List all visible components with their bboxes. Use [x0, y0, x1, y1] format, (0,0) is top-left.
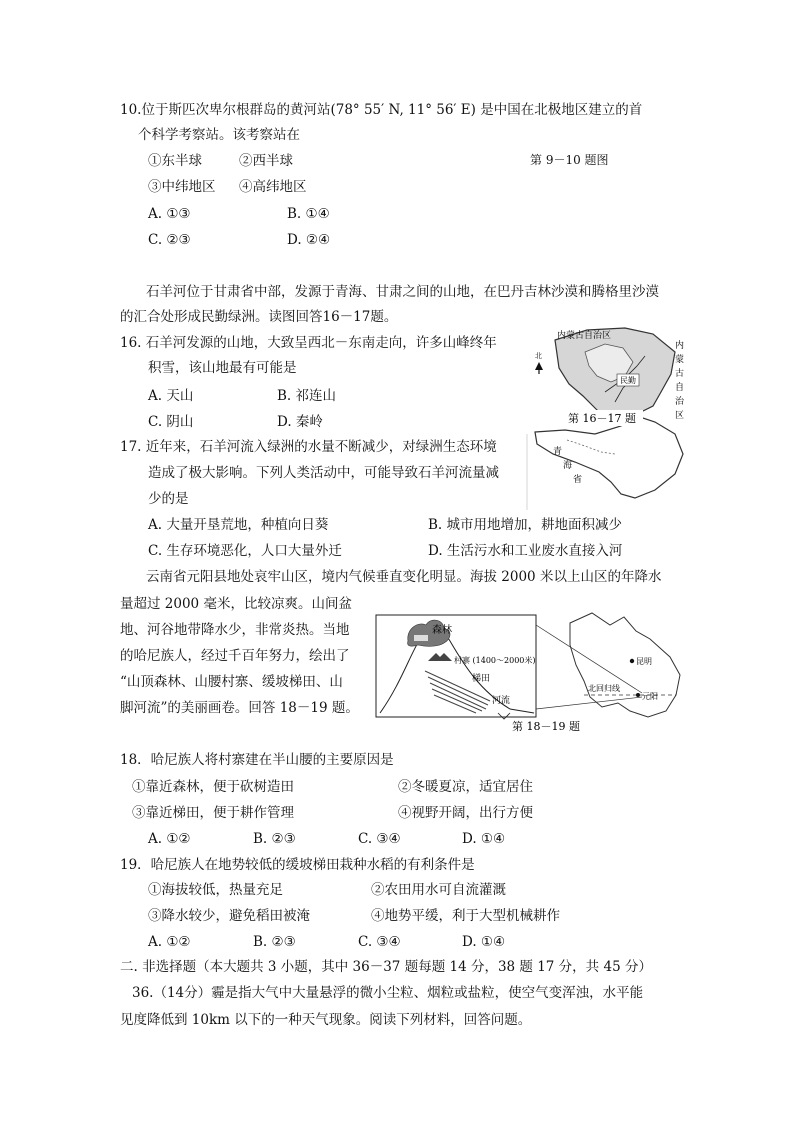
neimeng-v-1: 内	[675, 341, 685, 351]
passage1-line2: 的汇合处形成民勤绿洲。读图回答16－17题。	[120, 309, 398, 325]
passage2-line4: 的哈尼族人，经过千百年努力，绘出了	[120, 648, 350, 664]
q10-choice-b: B. ①④	[287, 206, 330, 222]
label-kunming: 昆明	[636, 657, 652, 666]
neimeng-v-4: 自	[675, 383, 685, 393]
passage2-line6: 脚河流”的美丽画卷。回答 18－19 题。	[120, 700, 359, 716]
q18-option-1: ①靠近森林，便于砍树造田	[132, 779, 294, 795]
passage1-line1: 石羊河位于甘肃省中部，发源于青海、甘肃之间的山地，在巴丹吉林沙漠和腾格里沙漠	[146, 284, 659, 300]
q16-choice-a: A. 天山	[148, 388, 194, 404]
passage2-line2: 量超过 2000 毫米，比较凉爽。山间盆	[120, 596, 352, 612]
q18-choice-c: C. ③④	[358, 831, 401, 847]
q18-choice-b: B. ②③	[253, 831, 296, 847]
q17-choice-a: A. 大量开垦荒地，种植向日葵	[148, 517, 329, 533]
q10-choice-d: D. ②④	[287, 232, 331, 248]
q19-choice-d: D. ①④	[462, 934, 506, 950]
q16-choice-c: C. 阴山	[148, 414, 194, 430]
q17-stem-line3: 少的是	[148, 491, 189, 507]
q18-option-2: ②冬暖夏凉，适宜居住	[398, 779, 533, 795]
label-village: 村寨 (1400～2000米)	[454, 656, 536, 665]
q10-stem-line1: 10.位于斯匹次卑尔根群岛的黄河站(78° 55′ N, 11° 56′ E) 是中国在北极地区建立的首	[120, 102, 643, 118]
q17-choice-c: C. 生存环境恶化，人口大量外迁	[148, 543, 342, 559]
map1-caption: 第 16－17 题	[568, 412, 636, 425]
q16-choice-b: B. 祁连山	[277, 388, 337, 404]
q16-stem-line2: 积雪，该山地最有可能是	[148, 360, 297, 376]
neimeng-v-2: 蒙	[675, 355, 685, 365]
q17-choice-b: B. 城市用地增加，耕地面积减少	[428, 517, 623, 533]
q19-option-3: ③降水较少，避免稻田被淹	[148, 908, 310, 924]
q19-option-2: ②农田用水可自流灌溉	[371, 882, 506, 898]
q18-option-3: ③靠近梯田，便于耕作管理	[132, 805, 294, 821]
q16-stem-line1: 16. 石羊河发源的山地，大致呈西北－东南走向，许多山峰终年	[120, 335, 497, 351]
label-terrace: 梯田	[472, 674, 491, 684]
q17-choice-d: D. 生活污水和工业废水直接入河	[428, 543, 623, 559]
q18-choice-d: D. ①④	[462, 831, 506, 847]
q18-stem: 18．哈尼族人将村寨建在半山腰的主要原因是	[120, 752, 394, 768]
qinghai-v-3: 省	[573, 475, 583, 485]
qinghai-v-2: 海	[563, 461, 573, 471]
q18-option-4: ④视野开阔，出行方便	[398, 805, 533, 821]
q10-choice-a: A. ①③	[148, 206, 191, 222]
yuanyang-figure	[370, 605, 688, 735]
label-river: 河流	[492, 696, 511, 706]
passage2-line5: “山顶森林、山腰村寨、缓坡梯田、山	[120, 674, 343, 690]
section2-heading: 二. 非选择题（本大题共 3 小题，其中 36－37 题每题 14 分，38 题 17 分，共 45 分）	[120, 959, 652, 975]
q17-stem-line2: 造成了极大影响。下列人类活动中，可能导致石羊河流量减	[148, 465, 499, 481]
q16-choice-d: D. 秦岭	[277, 414, 323, 430]
q19-choice-c: C. ③④	[358, 934, 401, 950]
q36-stem-line2: 见度降低到 10km 以下的一种天气现象。阅读下列材料，回答问题。	[120, 1012, 532, 1028]
passage2-line3: 地、河谷地带降水少，非常炎热。当地	[120, 622, 350, 638]
q19-choice-b: B. ②③	[253, 934, 296, 950]
q10-option-2: ②西半球	[239, 153, 293, 169]
north-label: 北	[535, 352, 542, 360]
label-yuanyang: 元阳	[642, 692, 658, 701]
q10-option-4: ④高纬地区	[239, 179, 307, 195]
q10-choice-c: C. ②③	[148, 232, 191, 248]
q10-option-3: ③中纬地区	[148, 179, 216, 195]
shiyang-river-map	[525, 322, 691, 510]
q10-stem-line2: 个科学考察站。该考察站在	[138, 127, 300, 143]
label-minqin: 民勤	[620, 376, 636, 385]
q10-option-1: ①东半球	[148, 153, 202, 169]
passage2-line1: 云南省元阳县地处哀牢山区，境内气候垂直变化明显。海拔 2000 米以上山区的年降水	[146, 569, 662, 585]
label-neimeng: 内蒙古自治区	[557, 331, 612, 341]
neimeng-v-3: 古	[675, 369, 685, 379]
q36-stem-line1: 36.（14分）霾是指大气中大量悬浮的微小尘粒、烟粒或盐粒，使空气变浑浊，水平能	[132, 985, 644, 1001]
neimeng-v-6: 区	[675, 411, 685, 421]
q18-choice-a: A. ①②	[148, 831, 191, 847]
map2-caption: 第 18－19 题	[512, 720, 580, 733]
neimeng-v-5: 治	[675, 397, 685, 407]
q19-option-1: ①海拔较低，热量充足	[148, 882, 283, 898]
qinghai-v-1: 青	[553, 447, 563, 457]
q17-stem-line1: 17. 近年来，石羊河流入绿洲的水量不断减少，对绿洲生态环境	[120, 439, 497, 455]
label-tropic: 北回归线	[588, 684, 620, 693]
q19-choice-a: A. ①②	[148, 934, 191, 950]
q19-stem: 19．哈尼族人在地势较低的缓坡梯田栽种水稻的有利条件是	[120, 857, 475, 873]
label-forest: 森林	[432, 625, 452, 636]
q19-option-4: ④地势平缓，利于大型机械耕作	[371, 908, 560, 924]
q10-figure-caption: 第 9－10 题图	[530, 153, 609, 167]
